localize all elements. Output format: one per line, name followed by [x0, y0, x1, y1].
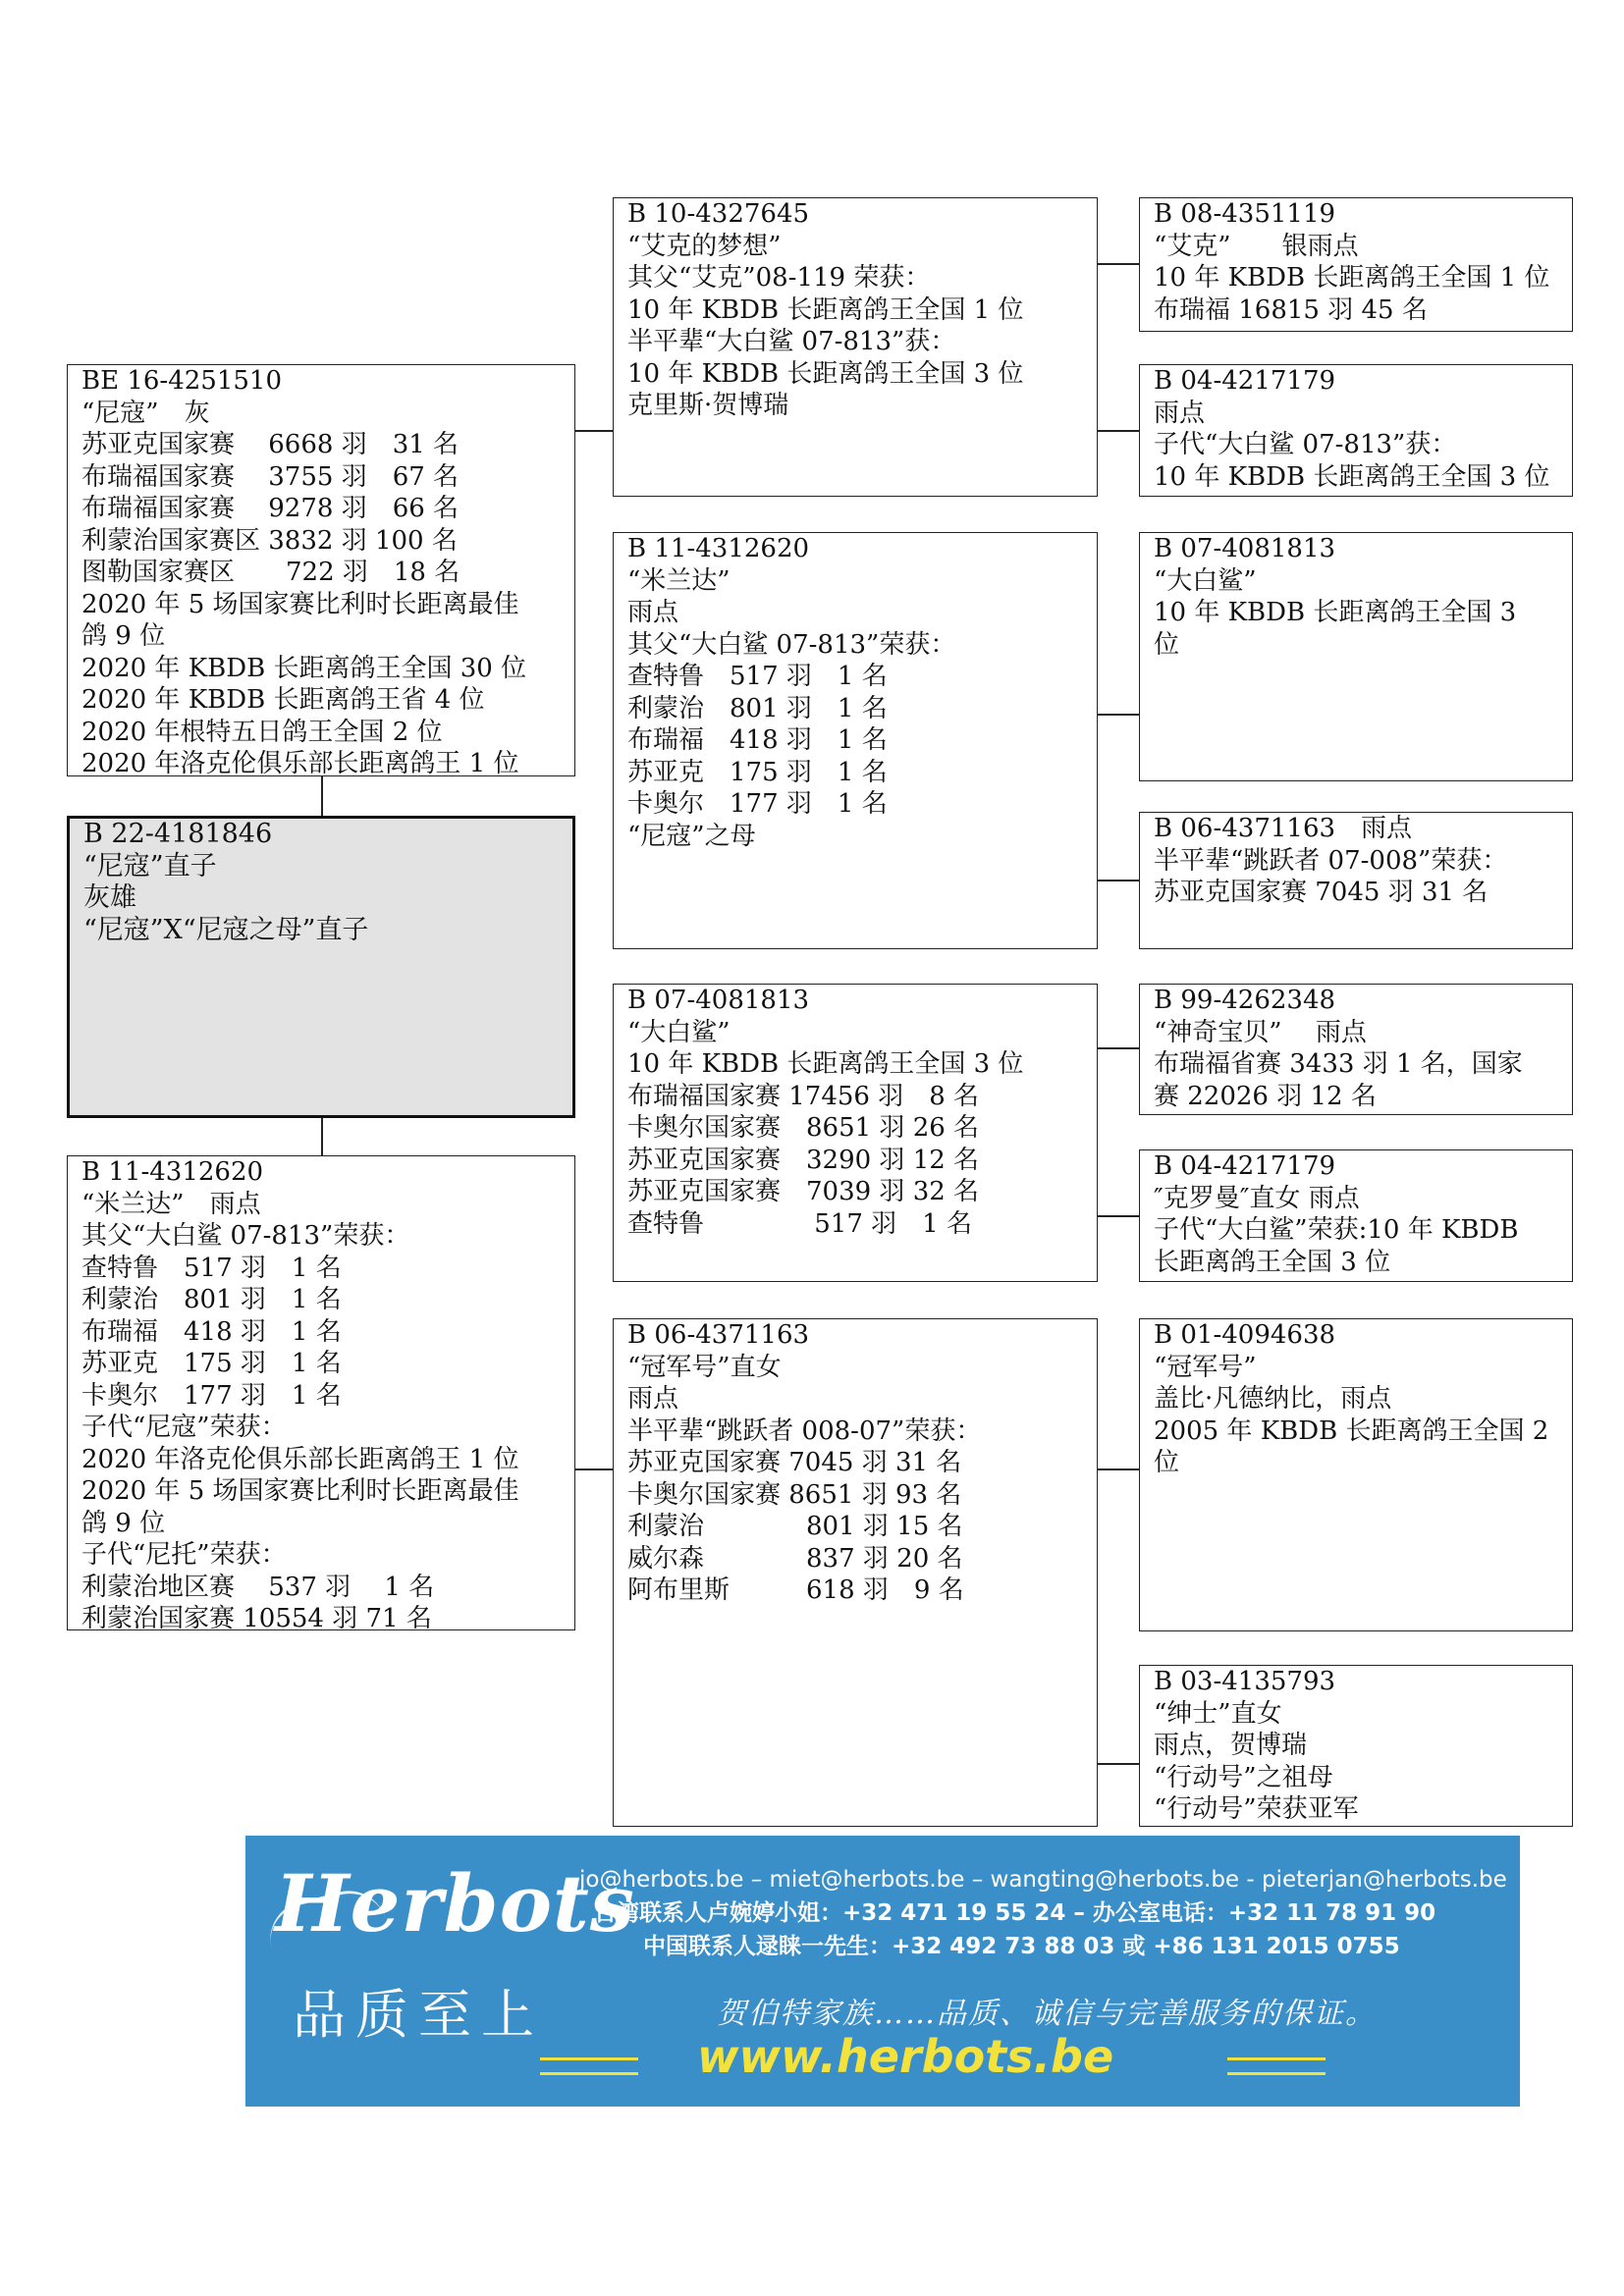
- pedigree-line: 其父“大白鲨 07-813”荣获：: [81, 1221, 410, 1251]
- dam-sire-box: [613, 984, 1098, 1282]
- pedigree-line: 鸽 9 位: [81, 1508, 166, 1538]
- ring-number: B 07-4081813: [1154, 534, 1336, 563]
- pedigree-line: “绅士”直女: [1154, 1698, 1282, 1729]
- pedigree-line: “米兰达” 雨点: [81, 1189, 261, 1219]
- connector-line: [1098, 880, 1139, 881]
- pedigree-line: 位: [1154, 1448, 1180, 1477]
- pedigree-line: 子代“尼寇”荣获：: [81, 1413, 287, 1442]
- pedigree-line: 10 年 KBDB 长距离鸽王全国 1 位: [627, 294, 1024, 325]
- ring-number: B 01-4094638: [1154, 1320, 1336, 1350]
- pedigree-line: 威尔森 837 羽 20 名: [627, 1543, 963, 1574]
- ring-number: B 06-4371163 雨点: [1154, 814, 1413, 843]
- pedigree-line: 2020 年 5 场国家赛比利时长距离最佳: [81, 589, 519, 619]
- pedigree-line: 2020 年洛克伦俱乐部长距离鸽王 1 位: [81, 1444, 519, 1474]
- connector-line: [1098, 430, 1139, 432]
- pedigree-line: 半平辈“跳跃者 008-07”荣获：: [627, 1415, 982, 1446]
- pedigree-line: 2020 年 KBDB 长距离鸽王全国 30 位: [81, 653, 527, 683]
- pedigree-line: “行动号”之祖母: [1154, 1762, 1333, 1792]
- ring-number: B 22-4181846: [83, 819, 273, 849]
- connector-line: [1098, 263, 1139, 265]
- dam-box: [67, 1155, 575, 1633]
- pedigree-line: 鸽 9 位: [81, 621, 166, 651]
- dam-dam-dam-box: [1139, 1665, 1573, 1827]
- pedigree-line: 阿布里斯 618 羽 9 名: [627, 1575, 964, 1605]
- pedigree-line: 赛 22026 羽 12 名: [1154, 1081, 1377, 1111]
- pedigree-line: 雨点，贺博瑞: [1154, 1731, 1308, 1760]
- ring-number: BE 16-4251510: [81, 366, 283, 396]
- pedigree-line: “尼寇”X“尼寇之母”直子: [83, 914, 369, 945]
- decorative-dash-right: [1227, 2057, 1326, 2075]
- pedigree-line: 2020 年根特五日鸽王全国 2 位: [81, 717, 443, 747]
- connector-line: [1098, 1047, 1139, 1049]
- sire-dam-box: [613, 532, 1098, 949]
- pedigree-line: “行动号”荣获亚军: [1154, 1794, 1359, 1824]
- pedigree-line: 苏亚克 175 羽 1 名: [81, 1349, 342, 1378]
- ring-number: B 99-4262348: [1154, 986, 1336, 1015]
- ring-number: B 08-4351119: [1154, 199, 1336, 229]
- pedigree-line: 盖比·凡德纳比，雨点: [1154, 1384, 1392, 1414]
- connector-line: [575, 430, 613, 432]
- pedigree-line: “神奇宝贝” 雨点: [1154, 1017, 1367, 1047]
- pedigree-line: “米兰达”: [627, 565, 731, 596]
- sire-box: [67, 364, 575, 776]
- pedigree-line: 位: [1154, 629, 1180, 660]
- pedigree-line: 雨点: [627, 598, 679, 627]
- pedigree-line: 布瑞福 418 羽 1 名: [81, 1316, 342, 1347]
- pedigree-line: 半平辈“大白鲨 07-813”获：: [627, 327, 956, 356]
- pedigree-line: 雨点: [627, 1384, 679, 1414]
- pedigree-line: 苏亚克国家赛 6668 羽 31 名: [81, 430, 460, 459]
- pedigree-line: “艾克” 银雨点: [1154, 231, 1359, 261]
- pedigree-line: 克里斯·贺博瑞: [627, 391, 789, 420]
- herbots-logo: Herbots: [275, 1857, 635, 1949]
- herbots-banner: [245, 1836, 1520, 2107]
- pedigree-line: 布瑞福国家赛 9278 羽 66 名: [81, 494, 460, 523]
- banner-tagline: 品质至上: [293, 1984, 544, 2046]
- connector-line: [575, 1468, 613, 1470]
- pedigree-line: 灰雄: [83, 882, 136, 913]
- pedigree-line: 查特鲁 517 羽 1 名: [627, 1208, 972, 1239]
- china-contact: 中国联系人逯睐一先生：+32 492 73 88 03 或 +86 131 2015 0755: [643, 1934, 1400, 1959]
- pedigree-line: “大白鲨”: [1154, 565, 1257, 596]
- banner-slogan: 贺伯特家族……品质、诚信与完善服务的保证。: [717, 1997, 1377, 2031]
- ring-number: B 04-4217179: [1154, 1151, 1336, 1181]
- pedigree-line: 查特鲁 517 羽 1 名: [81, 1253, 342, 1283]
- dam-sire-dam-box: [1139, 1149, 1573, 1282]
- pedigree-line: 10 年 KBDB 长距离鸽王全国 3 位: [627, 358, 1024, 389]
- dam-sire-sire-box: [1139, 984, 1573, 1115]
- pedigree-line: 子代“尼托”荣获：: [81, 1540, 287, 1570]
- sire-sire-dam-box: [1139, 364, 1573, 497]
- pedigree-line: 利蒙治国家赛 10554 羽 71 名: [81, 1604, 432, 1633]
- website-link[interactable]: www.herbots.be: [697, 2030, 1114, 2083]
- email-list[interactable]: jo@herbots.be – miet@herbots.be – wangting@herbots.be - pieterjan@herbots.be: [579, 1867, 1507, 1893]
- pedigree-line: 布瑞福省赛 3433 羽 1 名，国家: [1154, 1049, 1523, 1079]
- pedigree-line: 10 年 KBDB 长距离鸽王全国 1 位: [1154, 263, 1550, 293]
- pedigree-line: 布瑞福国家赛 3755 羽 67 名: [81, 461, 460, 492]
- ring-number: B 11-4312620: [81, 1157, 264, 1187]
- dam-dam-box: [613, 1318, 1098, 1827]
- pedigree-line: 2020 年 5 场国家赛比利时长距离最佳: [81, 1476, 519, 1506]
- pedigree-line: 10 年 KBDB 长距离鸽王全国 3: [1154, 598, 1517, 627]
- pedigree-line: ″克罗曼″直女 雨点: [1154, 1183, 1360, 1213]
- sire-dam-sire-box: [1139, 532, 1573, 781]
- pedigree-line: 布瑞福 418 羽 1 名: [627, 725, 888, 755]
- connector-line: [321, 776, 323, 816]
- pedigree-line: 半平辈“跳跃者 07-008”荣获：: [1154, 845, 1508, 876]
- pedigree-line: 雨点: [1154, 398, 1206, 428]
- pedigree-line: “大白鲨”: [627, 1017, 731, 1047]
- pedigree-line: “冠军号”直女: [627, 1352, 782, 1382]
- dam-dam-sire-box: [1139, 1318, 1573, 1631]
- pedigree-line: 其父“艾克”08-119 荣获：: [627, 263, 931, 293]
- sire-sire-box: [613, 197, 1098, 497]
- pedigree-line: 10 年 KBDB 长距离鸽王全国 3 位: [1154, 461, 1550, 492]
- pedigree-line: 苏亚克国家赛 3290 羽 12 名: [627, 1145, 980, 1175]
- pedigree-line: 利蒙治 801 羽 15 名: [627, 1512, 963, 1541]
- pedigree-line: 卡奥尔国家赛 8651 羽 26 名: [627, 1113, 980, 1143]
- ring-number: B 06-4371163: [627, 1320, 810, 1350]
- decorative-dash-left: [540, 2057, 638, 2075]
- pedigree-line: 苏亚克 175 羽 1 名: [627, 757, 888, 787]
- pedigree-line: 苏亚克国家赛 7045 羽 31 名: [1154, 878, 1489, 907]
- pedigree-line: 布瑞福 16815 羽 45 名: [1154, 294, 1428, 325]
- pedigree-line: 2005 年 KBDB 长距离鸽王全国 2: [1154, 1415, 1549, 1446]
- connector-line: [1098, 1763, 1139, 1765]
- pedigree-line: “尼寇”直子: [83, 850, 217, 881]
- pedigree-line: 2020 年 KBDB 长距离鸽王省 4 位: [81, 685, 485, 715]
- pedigree-line: 利蒙治地区赛 537 羽 1 名: [81, 1572, 435, 1602]
- pedigree-line: 利蒙治国家赛区 3832 羽 100 名: [81, 525, 458, 556]
- ring-number: B 10-4327645: [627, 199, 810, 229]
- pedigree-line: 布瑞福国家赛 17456 羽 8 名: [627, 1081, 980, 1111]
- connector-line: [321, 1118, 323, 1155]
- ring-number: B 04-4217179: [1154, 366, 1336, 396]
- connector-line: [1098, 1468, 1139, 1470]
- pedigree-line: 利蒙治 801 羽 1 名: [81, 1285, 342, 1314]
- ring-number: B 03-4135793: [1154, 1667, 1336, 1696]
- pedigree-line: 卡奥尔国家赛 8651 羽 93 名: [627, 1479, 962, 1510]
- pedigree-line: 苏亚克国家赛 7039 羽 32 名: [627, 1177, 980, 1206]
- pedigree-line: 图勒国家赛区 722 羽 18 名: [81, 558, 460, 587]
- pedigree-line: 查特鲁 517 羽 1 名: [627, 662, 888, 691]
- connector-line: [1098, 1215, 1139, 1217]
- pedigree-line: 子代“大白鲨”荣获:10 年 KBDB: [1154, 1215, 1519, 1245]
- pedigree-line: 卡奥尔 177 羽 1 名: [627, 789, 888, 819]
- pedigree-line: 卡奥尔 177 羽 1 名: [81, 1380, 342, 1411]
- pedigree-line: “尼寇”之母: [627, 821, 756, 851]
- pedigree-line: “尼寇” 灰: [81, 398, 210, 428]
- pedigree-line: “艾克的梦想”: [627, 231, 782, 261]
- pedigree-line: 利蒙治 801 羽 1 名: [627, 693, 888, 723]
- pedigree-line: 其父“大白鲨 07-813”荣获：: [627, 629, 956, 660]
- pedigree-line: 10 年 KBDB 长距离鸽王全国 3 位: [627, 1049, 1024, 1079]
- ring-number: B 11-4312620: [627, 534, 810, 563]
- pedigree-line: 子代“大白鲨 07-813”获：: [1154, 430, 1457, 459]
- sire-dam-dam-box: [1139, 812, 1573, 949]
- sire-sire-sire-box: [1139, 197, 1573, 332]
- pedigree-line: 2020 年洛克伦俱乐部长距离鸽王 1 位: [81, 749, 519, 778]
- pedigree-line: 长距离鸽王全国 3 位: [1154, 1247, 1391, 1277]
- taiwan-contact: 台湾联系人卢婉婷小姐：+32 471 19 55 24 – 办公室电话：+32 11 78 91 90: [594, 1900, 1436, 1926]
- connector-line: [1098, 714, 1139, 716]
- pedigree-line: “冠军号”: [1154, 1352, 1257, 1382]
- ring-number: B 07-4081813: [627, 986, 810, 1015]
- contact-info: [579, 1863, 1512, 1963]
- subject-pigeon-box: [67, 816, 575, 1118]
- pedigree-line: 苏亚克国家赛 7045 羽 31 名: [627, 1448, 962, 1477]
